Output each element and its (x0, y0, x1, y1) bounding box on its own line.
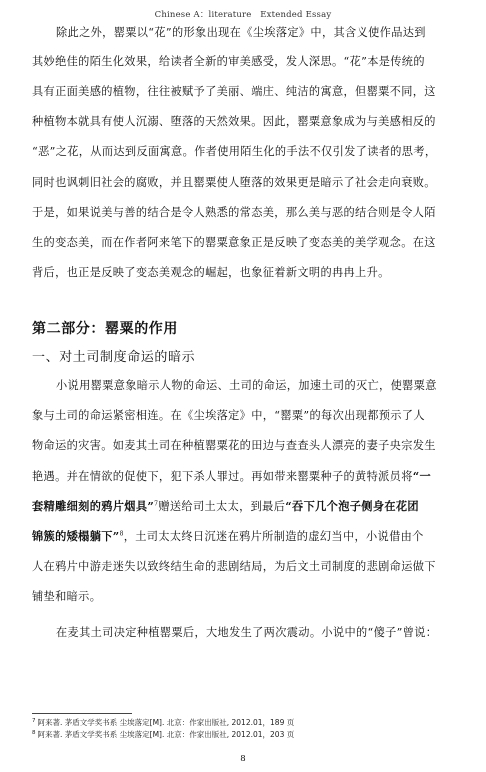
footnote (32, 729, 294, 740)
paragraph-line: 生的变态美，而在作者阿来笔下的罂粟意象正是反映了变态美的美学观念。在这 (32, 236, 436, 249)
footnote (32, 717, 294, 728)
text-run: 艳遇。并在情欲的促使下，犯下杀人罪过。再如带来罂粟种子的黄特派员将 (32, 470, 413, 483)
page-number: 8 (240, 754, 246, 764)
paragraph-line: 物命运的灾害。如麦其土司在种植罂粟花的田边与查查头人漂亮的妻子央宗发生 (32, 439, 436, 452)
page-header: Chinese A：literature Extended Essay (154, 10, 332, 20)
paragraph-line: 背后，也正是反映了变态美观念的崛起，也象征着新文明的冉冉上升。 (32, 266, 390, 279)
paragraph-line: 小说用罂粟意象暗示人物的命运、土司的命运，加速土司的灭亡，使罂粟意 (56, 379, 437, 392)
section-heading: 第二部分：罂粟的作用 (32, 321, 178, 337)
footnote-number: 8 (32, 729, 36, 736)
paragraph-line: 种植物本就具有使人沉溺、堕落的天然效果。因此，罂粟意象成为与美感相反的 (32, 115, 436, 128)
paragraph-line (32, 468, 456, 485)
footnote-number: 7 (32, 717, 36, 724)
footnote-divider (32, 713, 132, 714)
paragraph-line: 于是，如果说美与善的结合是令人熟悉的常态美，那么美与恶的结合则是令人陌 (32, 206, 436, 219)
quote-emphasis: “一 (412, 469, 432, 483)
quote-emphasis: 锦簇的矮榻躺下” (32, 529, 120, 543)
paragraph-line: 同时也讽刺旧社会的腐败，并且罂粟使人堕落的效果更是暗示了社会走向衰败。 (32, 176, 436, 189)
text-run: ，土司太太终日沉迷在鸦片所制造的虚幻当中，小说借由个 (123, 530, 424, 543)
footnote-text: 阿来著. 茅盾文学奖书系 尘埃落定[M]. 北京：作家出版社, 2012.01，203 页 (37, 730, 295, 739)
paragraph-line: 铺垫和暗示。 (32, 590, 102, 603)
paragraph-line: 象与土司的命运紧密相连。在《尘埃落定》中，“罂粟”的每次出现都预示了人 (32, 409, 425, 422)
footnote-ref[interactable]: 7 (154, 500, 159, 508)
paragraph-line: 除此之外，罂粟以“花”的形象出现在《尘埃落定》中，其含义使作品达到 (56, 26, 426, 39)
footnote-ref[interactable]: 8 (119, 530, 124, 538)
quote-emphasis: 套精雕细刻的鸦片烟具” (32, 499, 155, 513)
paragraph-line: 具有正面美感的植物，往往被赋予了美丽、端庄、纯洁的寓意，但罂粟不同，这 (32, 85, 436, 98)
paragraph-line: “恶”之花，从而达到反面寓意。作者使用陌生化的手法不仅引发了读者的思考， (32, 145, 437, 158)
paragraph-line: 在麦其土司决定种植罂粟后，大地发生了两次震动。小说中的“傻子”曾说： (56, 626, 438, 639)
subsection-heading: 一、对土司制度命运的暗示 (32, 350, 196, 365)
paragraph-line (32, 528, 456, 545)
paragraph-line: 其妙绝佳的陌生化效果，给读者全新的审美感受，发人深思。“花”本是传统的 (32, 55, 425, 68)
text-run: 赠送给司土太太，到最后 (158, 500, 286, 513)
paragraph-line: 人在鸦片中游走迷失以致终结生命的悲剧结局，为后文土司制度的悲剧命运做下 (32, 560, 436, 573)
quote-emphasis: “吞下几个泡子侧身在花团 (285, 499, 419, 513)
paragraph-line (32, 498, 456, 515)
footnote-text: 阿来著. 茅盾文学奖书系 尘埃落定[M]. 北京：作家出版社, 2012.01，189 页 (37, 718, 295, 727)
